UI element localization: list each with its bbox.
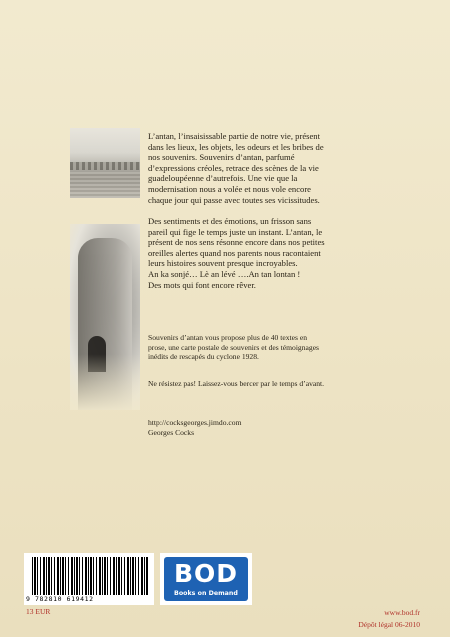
tower-photo (70, 224, 140, 410)
bod-logo-subtitle: Books on Demand (174, 590, 238, 597)
photo-strip (70, 128, 140, 410)
website-link[interactable]: http://cocksgeorges.jimdo.com (148, 418, 242, 427)
author-name: Georges Cocks (148, 427, 195, 437)
text-line: Des sentiments et des émotions, un frisson sans (148, 216, 312, 226)
barcode-box (24, 553, 154, 605)
publisher-url[interactable]: www.bod.fr (384, 608, 420, 617)
legal-deposit: Dépôt légal 06-2010 (358, 620, 420, 629)
author-info (148, 418, 398, 437)
price: 13 EUR (26, 607, 51, 616)
barcode-digits: 9 782810 619412 (26, 595, 94, 603)
text-line: inédits de rescapés du cyclone 1928. (148, 352, 259, 362)
text-line: An ka sonjé… Lè an lévé ….An tan lontan ! (148, 268, 301, 279)
paragraph-callout: Ne résistez pas! Laissez-vous bercer par le temps d’avant. (148, 379, 325, 388)
text-line: dans les lieux, les objets, les odeurs et les bribes de (148, 141, 324, 152)
text-line: Des mots qui font encore rêver. (148, 279, 256, 290)
paragraph-content (148, 333, 388, 362)
text-line: L’antan, l’insaisissable partie de notre vie, présent (148, 131, 320, 141)
harbor-photo (70, 128, 140, 198)
text-line: oreilles alertes quand nos parents nous racontaient (148, 247, 321, 258)
bod-logo (160, 553, 252, 605)
text-line: modernisation nous a volée et nous vole encore (148, 183, 311, 194)
text-line: prose, une carte postale de souvenirs et des témoignages (148, 342, 320, 352)
text-line: guadeloupéenne d’autrefois. Une vie que la (148, 173, 298, 184)
text-line: d’expressions créoles, retrace des scènes de la vie (148, 162, 319, 173)
bod-logo-letters: BOD (173, 559, 239, 588)
text-line: présent de nos sens résonne encore dans nos petites (148, 237, 325, 248)
text-line: chaque jour qui passe avec toutes ses vicissitudes. (148, 194, 320, 205)
text-line: nos souvenirs. Souvenirs d’antan, parfumé (148, 152, 295, 163)
text-line: leurs histoires souvent presque incroyables. (148, 258, 298, 269)
text-line: pareil qui fige le temps juste un instant. L’antan, le (148, 226, 323, 237)
text-line: Souvenirs d’antan vous propose plus de 40 textes en (148, 333, 308, 342)
paragraph-emotions (148, 216, 398, 290)
paragraph-intro (148, 131, 398, 205)
barcode (32, 557, 148, 595)
